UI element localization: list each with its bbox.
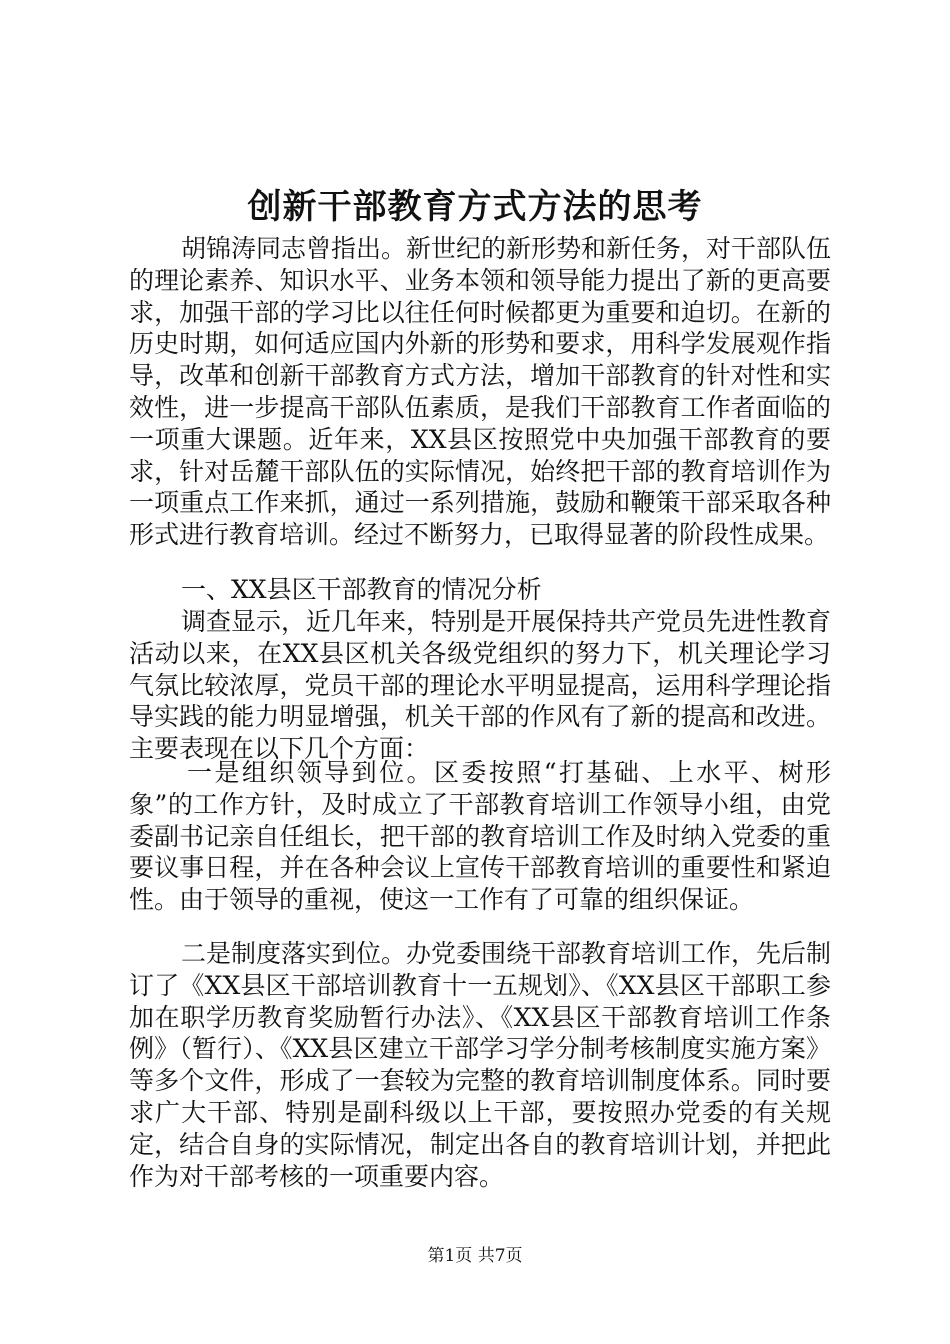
paragraph-intro: 胡锦涛同志曾指出。新世纪的新形势和新任务，对干部队伍的理论素养、知识水平、业务本领和领导能力提出了新的更高要求，加强干部的学习比以往任何时候都更为重要和迫切。在新的历史时期，如何适应国内外新的形势和要求，用科学发展观作指导，改革和创新干部教育方式方法，增加干部教育的针对性和实效性，进一步提高干部队伍素质，是我们干部教育工作者面临的一项重大课题。近年来，XX县区按照党中央加强干部教育的要求，针对岳麓干部队伍的实际情况，始终把干部的教育培训作为一项重点工作来抓，通过一系列措施，鼓励和鞭策干部采取各种形式进行教育培训。经过不断努力，已取得显著的阶段性成果。 [129,234,832,550]
paragraph-system: 二是制度落实到位。办党委围绕干部教育培训工作，先后制订了《XX县区干部培训教育十一五规划》、《XX县区干部职工参加在职学历教育奖励暂行办法》、《XX县区干部教育培训工作条例》（暂行）、《XX县区建立干部学习学分制考核制度实施方案》等多个文件，形成了一套较为完整的教育培训制度体系。同时要求广大干部、特别是副科级以上干部，要按照办党委的有关规定，结合自身的实际情况，制定出各自的教育培训计划，并把此作为对干部考核的一项重要内容。 [129,939,832,1191]
section-heading-1: 一、XX县区干部教育的情况分析 [181,575,542,604]
paragraph-survey: 调查显示，近几年来，特别是开展保持共产党员先进性教育活动以来，在XX县区机关各级党组织的努力下，机关理论学习气氛比较浓厚，党员干部的理论水平明显提高，运用科学理论指导实践的能力明显增强，机关干部的作风有了新的提高和改进。主要表现在以下几个方面： [129,607,832,764]
page-footer: 第1页 共7页 [427,1246,523,1266]
document-title: 创新干部教育方式方法的思考 [247,187,703,227]
paragraph-organization: 一是组织领导到位。区委按照“打基础、上水平、树形象”的工作方针，及时成立了干部教育培训工作领导小组，由党委副书记亲自任组长，把干部的教育培训工作及时纳入党委的重要议事日程，并在各种会议上宣传干部教育培训的重要性和紧迫性。由于领导的重视，使这一工作有了可靠的组织保证。 [129,758,831,915]
